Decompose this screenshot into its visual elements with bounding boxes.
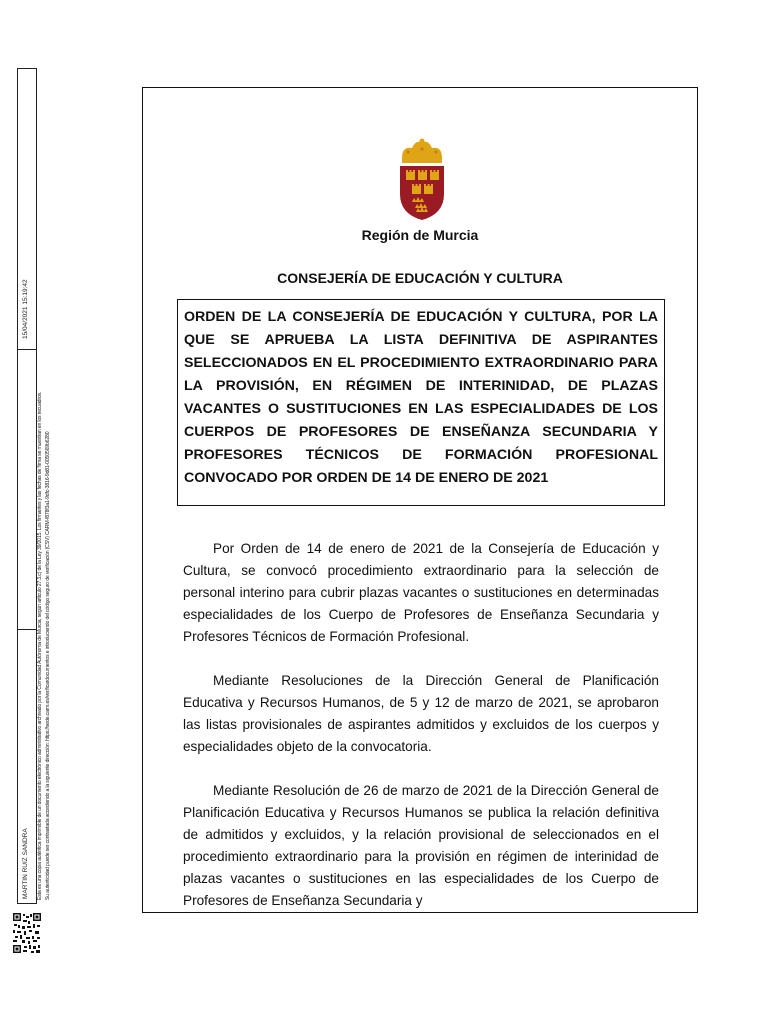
signer-date: 15/04/2021 15:19:42	[22, 279, 29, 339]
order-title-box	[177, 299, 665, 506]
region-crest-icon	[388, 138, 456, 222]
paragraph-1: Por Orden de 14 de enero de 2021 de la Consejería de Educación y Cultura, se convocó procedimiento extraordinario para la selección de personal interino para cubrir plazas vacantes o sustituciones en determinadas especialidades de los Cuerpo de Profesores de Enseñanza Secundaria y Profesores Técnicos de Formación Profesional.	[183, 541, 659, 644]
qr-code-icon	[12, 912, 42, 954]
signature-strip	[17, 68, 37, 904]
document-body	[183, 538, 659, 912]
order-title: ORDEN DE LA CONSEJERÍA DE EDUCACIÓN Y CULTURA, POR LA QUE SE APRUEBA LA LISTA DEFINITIVA DE ASPIRANTES SELECCIONADOS EN EL PROCEDIMIENTO EXTRAORDINARIO PARA LA PROVISIÓN, EN RÉGIMEN DE INTERINIDAD, DE PLAZAS VACANTES O SUSTITUCIONES EN LAS ESPECIALIDADES DE LOS CUERPOS DE PROFESORES DE ENSEÑANZA SECUNDARIA Y PROFESORES TÉCNICOS DE FORMACIÓN PROFESIONAL CONVOCADO POR ORDEN DE 14 DE ENERO DE 2021	[184, 309, 658, 486]
paragraph-3: Mediante Resolución de 26 de marzo de 2021 de la Dirección General de Planificación Educativa y Recursos Humanos se publica la relación definitiva de admitidos y excluidos, y la relación provisional de seleccionados en el procedimiento extraordinario para la provisión en régimen de interinidad de plazas vacantes o sustituciones en las especialidades de los Cuerpo de Profesores de Enseñanza Secundaria y	[183, 783, 659, 908]
legal-text-2: Su autenticidad puede ser contrastada accediendo a la siguiente dirección: https://sede.carm.es/verificardocumentos e introduciendo del código seguro de verificación (CSV) CARM-f878f3a1-9dfc-3816-9d81-0050569b6280	[45, 431, 51, 900]
region-name: Región de Murcia	[361, 227, 479, 243]
legal-text-1: Esta es una copia auténtica imprimible de un documento electrónico administrativo archivado por la Comunidad Autónoma de Murcia, según artículo 27.3.c) de la Ley 39/2015. Los firmantes y las fechas de firma se muestran en los recuadros.	[37, 391, 43, 900]
document-page	[142, 87, 698, 913]
department-name: CONSEJERÍA DE EDUCACIÓN Y CULTURA	[277, 270, 563, 286]
signer-name: MARTIN RUIZ SANDRA	[22, 828, 29, 899]
paragraph-2: Mediante Resoluciones de la Dirección General de Planificación Educativa y Recursos Humanos, de 5 y 12 de marzo de 2021, se aprobaron las listas provisionales de aspirantes admitidos y excluidos de los cuerpos y especialidades objeto de la convocatoria.	[183, 673, 659, 754]
